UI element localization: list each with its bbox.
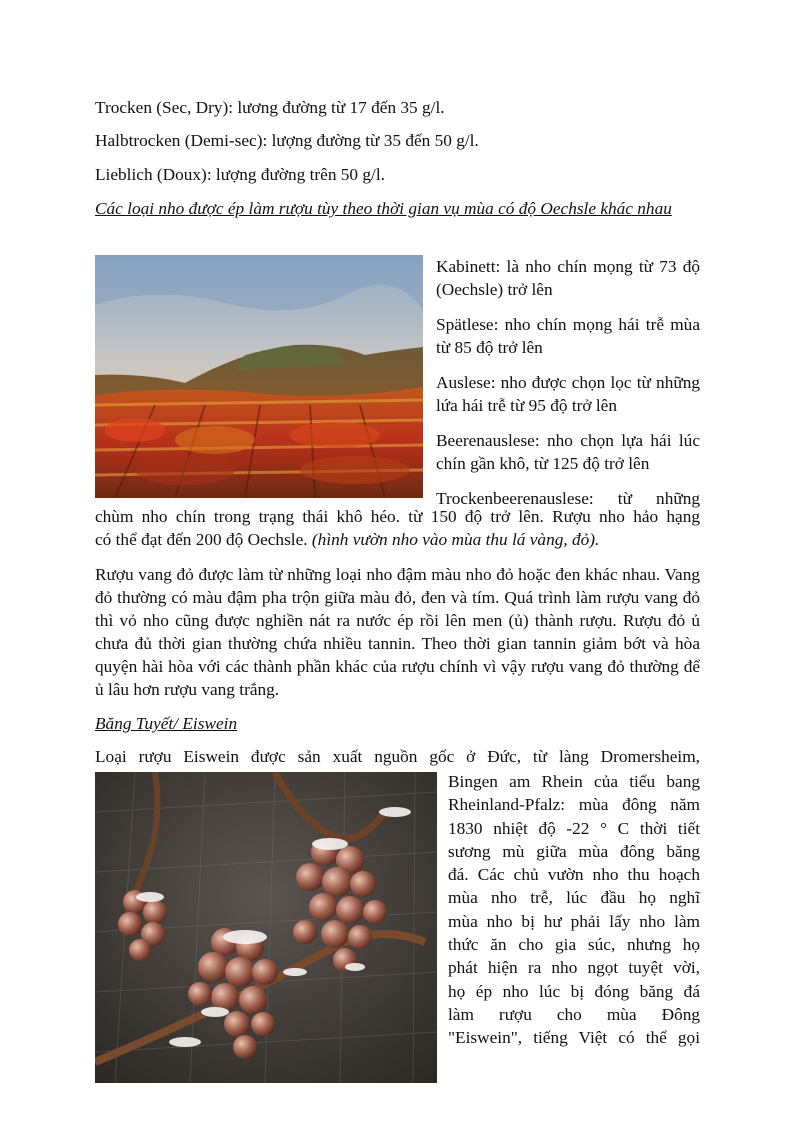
grade-tba-line2: chùm nho chín trong trạng thái khô héo. từ 150 độ trở lên. Rượu nho hảo hạng [95,507,700,526]
vineyard-photo [95,255,423,498]
grade-spatlese: Spätlese: nho chín mọng hái trễ mùa từ 85 độ trở lên [436,315,700,357]
red-wine-paragraph: Rượu vang đỏ được làm từ những loại nho đậm màu nho đỏ hoặc đen khác nhau. Vang đỏ thường có màu đậm pha trộn giữa màu đỏ, đen và tím. Quá trình làm rượu vang đỏ thì vỏ nho cũng được nghiền nát ra nước ép rồi lên men (ủ) thành rượu. Rượu đỏ ủ chưa đủ thời gian thường chứa nhiều tannin. Theo thời gian tannin giảm bớt và hòa quyện hài hòa với các thành phần khác của rượu chính vì vậy rượu vang đỏ thường để ủ lâu hơn rượu vang trắng. [95,565,700,699]
heading-grape-harvest: Các loại nho được ép làm rượu tùy theo thời gian vụ mùa có độ Oechsle khác nhau [95,199,672,218]
eiswein-line: "Eiswein", tiếng Việt có thể gọi [448,1028,700,1048]
eiswein-line: Rheinland-Pfalz: mùa đông năm [448,795,700,815]
eiswein-intro: Loại rượu Eiswein được sản xuất nguồn gốc ở Đức, từ làng Dromersheim, [95,747,700,766]
eiswein-line: đá. Các chủ vườn nho thu hoạch [448,865,700,885]
eiswein-line: mùa nho bị hư phải lấy nho làm [448,911,700,931]
line-lieblich: Lieblich (Doux): lượng đường trên 50 g/l. [95,165,385,184]
frozen-grapes-icon [95,772,437,1083]
eiswein-line: phát hiện ra nho ngọt tuyệt vời, [448,958,700,978]
line-trocken: Trocken (Sec, Dry): lương đường từ 17 đến 35 g/l. [95,98,445,117]
frozen-grapes-photo [95,772,437,1083]
eiswein-line: Bingen am Rhein của tiểu bang [448,772,700,791]
grade-tba-line3 [95,528,700,551]
autumn-vineyard-icon [95,255,423,498]
eiswein-line: họ ép nho lúc bị đóng băng đá [448,981,700,1001]
eiswein-line: thức ăn cho gia súc, nhưng họ [448,935,700,955]
tba-text: có thể đạt đến 200 độ Oechsle. [95,530,308,549]
grades-list [436,255,700,510]
heading-eiswein: Băng Tuyết/ Eiswein [95,714,238,733]
eiswein-side-text [448,770,700,1050]
grade-auslese: Auslese: nho được chọn lọc từ những lứa hái trễ từ 95 độ trở lên [436,373,700,415]
eiswein-line: mùa nho trễ, lúc đầu họ nghĩ [448,888,700,908]
eiswein-line: 1830 nhiệt độ -22 ° C thời tiết [448,818,700,838]
grade-tba-head: Trockenbeerenauslese: từ những [436,489,700,508]
line-halbtrocken: Halbtrocken (Demi-sec): lượng đường từ 35 đến 50 g/l. [95,131,479,150]
eiswein-line: làm rượu cho mùa Đông [448,1004,700,1024]
grade-kabinett: Kabinett: là nho chín mọng từ 73 độ (Oechsle) trở lên [436,257,700,299]
eiswein-line: sương mù giữa mùa đông băng [448,841,700,861]
grade-beerenauslese: Beerenauslese: nho chọn lựa hái lúc chín gần khô, từ 125 độ trở lên [436,431,700,473]
vineyard-caption: (hình vườn nho vào mùa thu lá vàng, đỏ). [311,530,600,549]
